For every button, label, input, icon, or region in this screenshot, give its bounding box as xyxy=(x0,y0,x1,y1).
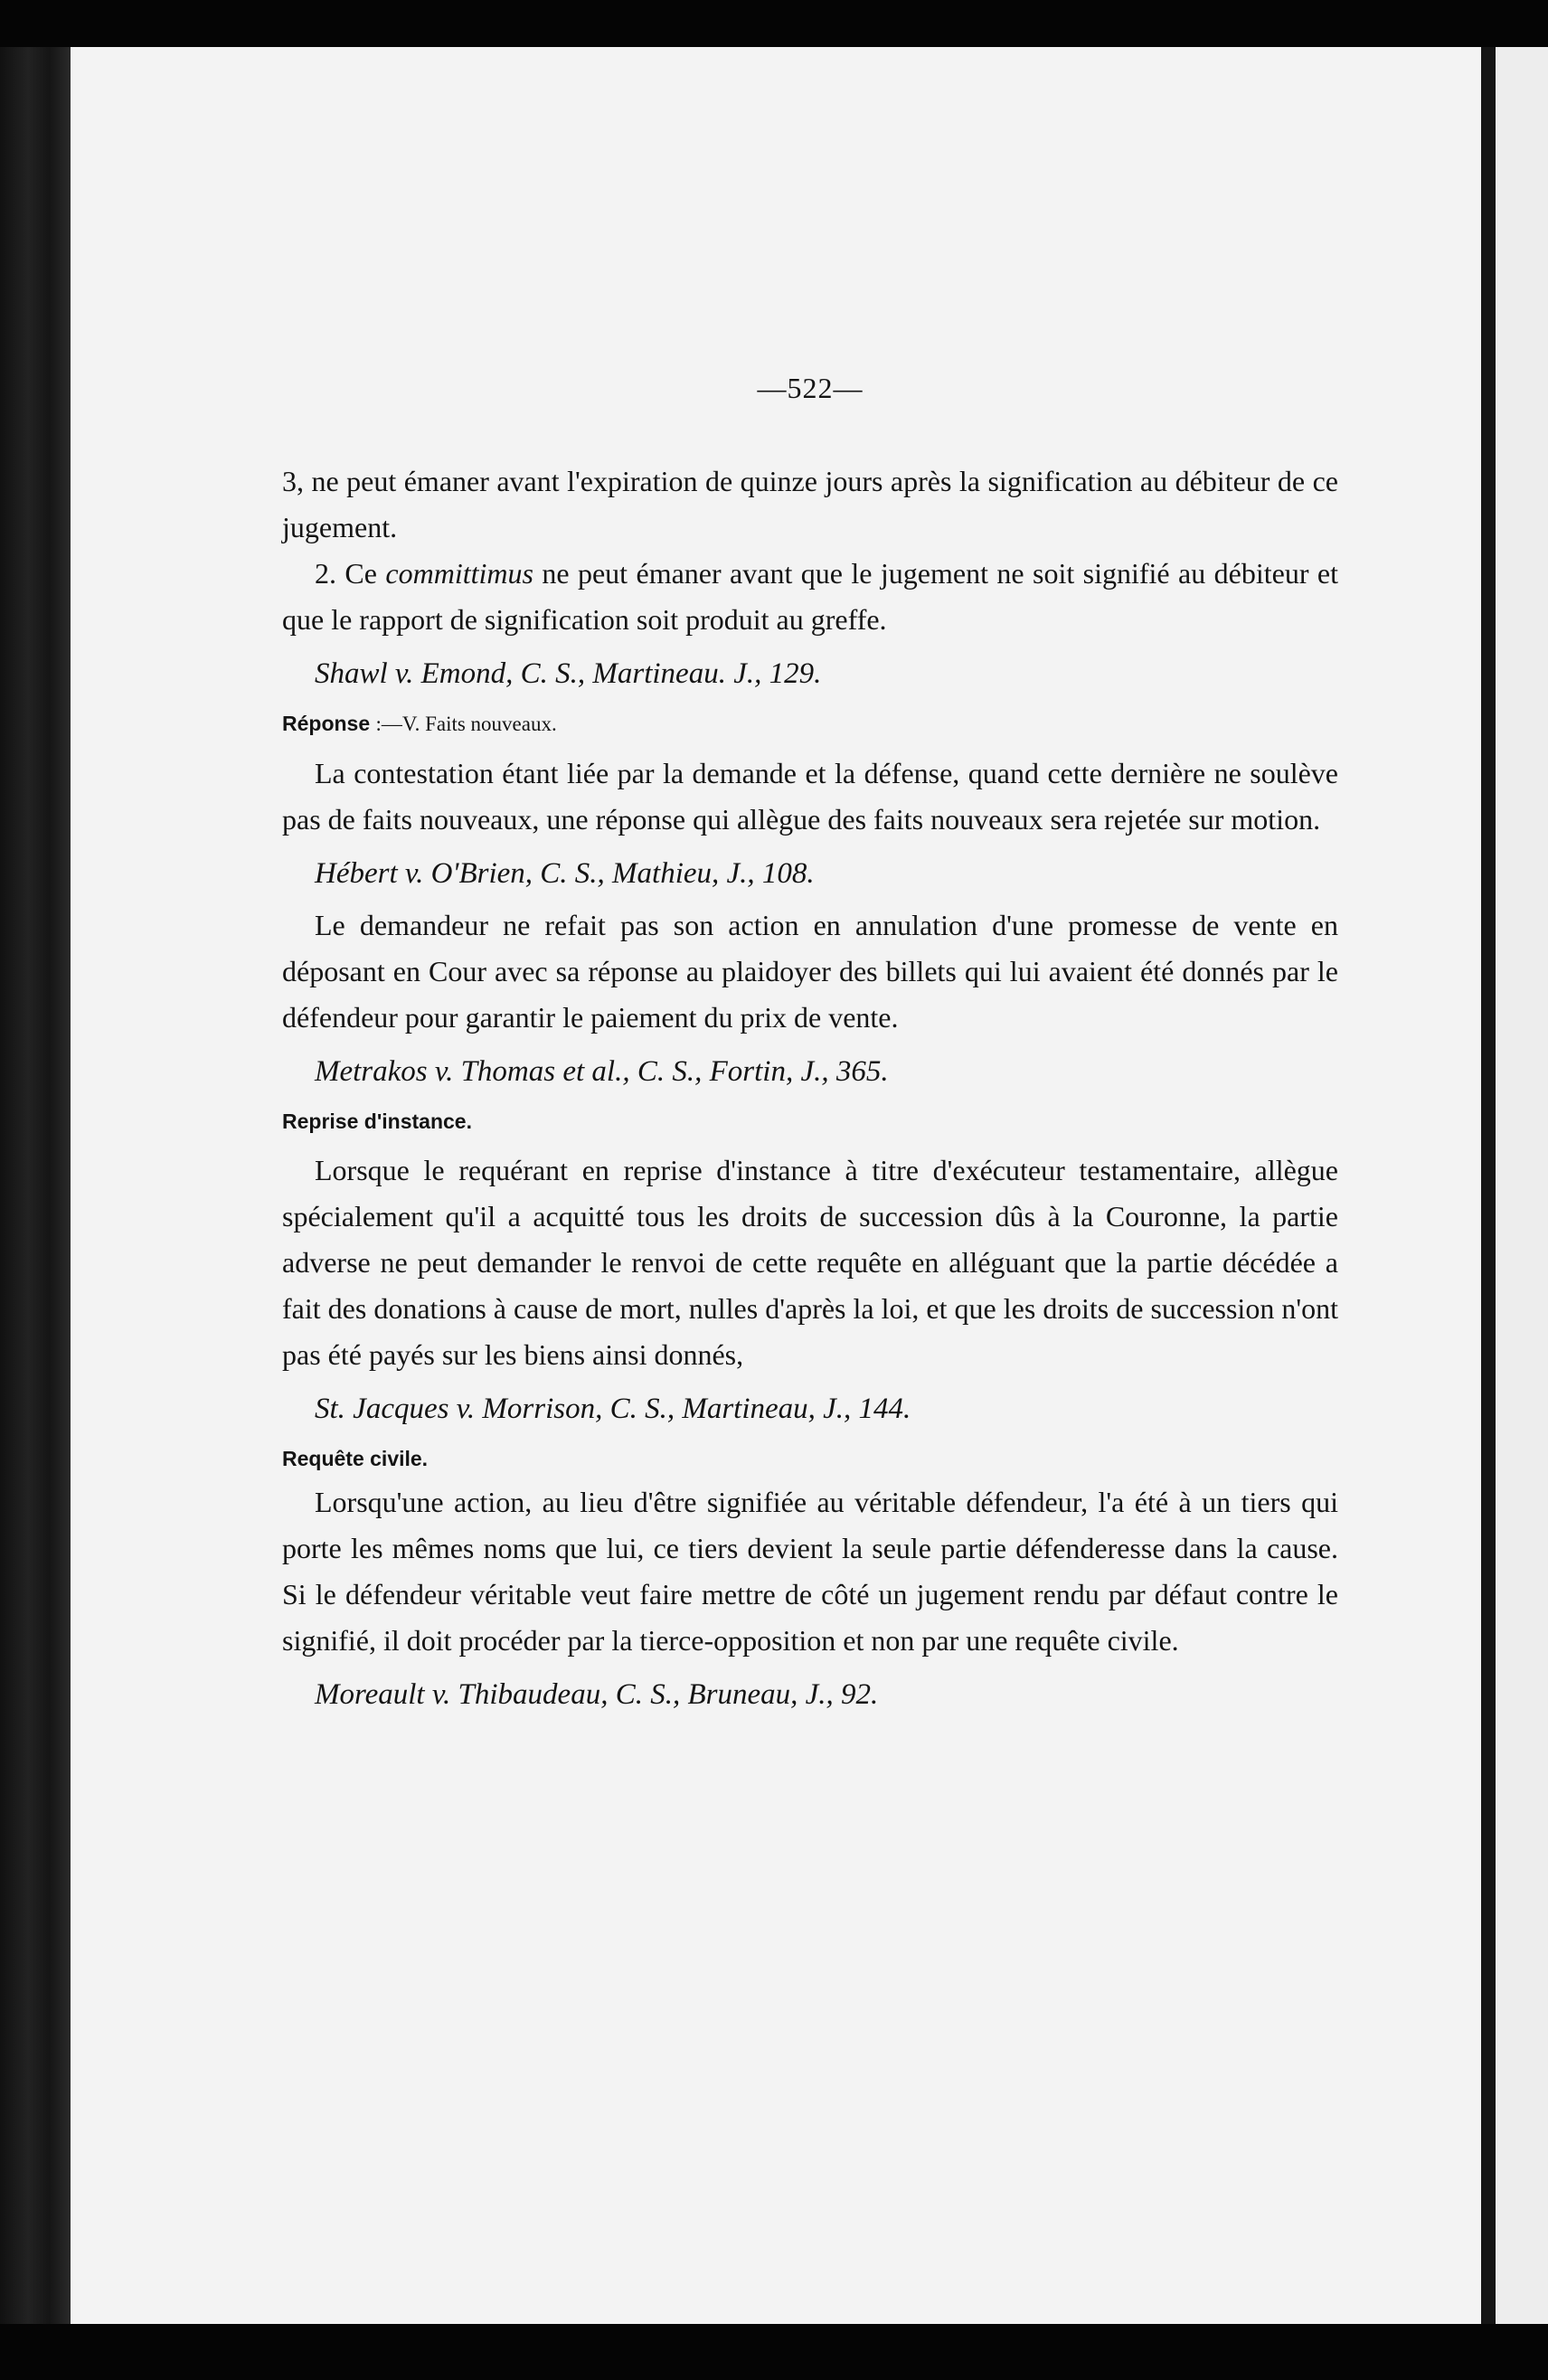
paragraph-2 xyxy=(282,551,1338,643)
paragraph-1: 3, ne peut émaner avant l'expiration de quinze jours après la signification au débiteur de ce jugement. xyxy=(282,465,1338,543)
page-number: —522— xyxy=(757,372,864,404)
citation-4: St. Jacques v. Morrison, C. S., Martineau, J., 144. xyxy=(315,1393,911,1425)
paragraph-2-pre: Ce xyxy=(345,557,377,590)
citation-3: Metrakos v. Thomas et al., C. S., Fortin, J., 365. xyxy=(315,1055,889,1088)
paragraph-4: Le demandeur ne refait pas son action en annulation d'une promesse de vente en déposant en Cour avec sa réponse au plaidoyer des billets qui lui avaient été donnés par le défendeur pour garantir le paiement du prix de vente. xyxy=(282,909,1338,1034)
section-heading-reponse-suffix: :—V. Faits nouveaux. xyxy=(375,713,557,735)
citation-2: Hébert v. O'Brien, C. S., Mathieu, J., 108. xyxy=(315,857,815,890)
paragraph-3: La contestation étant liée par la demande et la défense, quand cette dernière ne soulève pas de faits nouveaux, une réponse qui allègue des faits nouveaux sera rejetée sur motion. xyxy=(282,757,1338,836)
scan-top-border xyxy=(0,0,1548,47)
text-block xyxy=(282,458,1338,1724)
section-heading-requete: Requête civile. xyxy=(282,1447,429,1470)
section-heading-reponse xyxy=(282,703,1338,745)
book-binding xyxy=(0,47,71,2324)
section-heading-reponse-title: Réponse xyxy=(282,712,371,735)
section-heading-reprise: Reprise d'instance. xyxy=(282,1110,472,1133)
citation-5: Moreault v. Thibaudeau, C. S., Bruneau, J., 92. xyxy=(315,1678,879,1711)
paragraph-2-number: 2. xyxy=(315,557,336,590)
paragraph-2-post: ne peut émaner avant que le jugement ne soit signifié au débiteur et que le rapport de signification soit produit au greffe. xyxy=(282,557,1339,636)
paragraph-2-term: committimus xyxy=(385,557,533,590)
paragraph-6: Lorsqu'une action, au lieu d'être signifiée au véritable défendeur, l'a été à un tiers qui porte les mêmes noms que lui, ce tiers devient la seule partie défenderesse dans la cause. Si le défendeur véritable veut faire mettre de côté un jugement rendu par défaut contre le signifié, il doit procéder par la tierce-opposition et non par une requête civile. xyxy=(282,1486,1338,1657)
page-gutter xyxy=(1481,47,1496,2324)
book-page xyxy=(71,47,1481,2324)
adjacent-page-edge xyxy=(1496,47,1548,2324)
citation-1: Shawl v. Emond, C. S., Martineau. J., 129. xyxy=(315,657,822,690)
scan-bottom-border xyxy=(0,2324,1548,2380)
paragraph-5: Lorsque le requérant en reprise d'instance à titre d'exécuteur testamentaire, allègue spécialement qu'il a acquitté tous les droits de succession dûs à la Couronne, la partie adverse ne peut demander le renvoi de cette requête en alléguant que la partie décédée a fait des donations à cause de mort, nulles d'après la loi, et que les droits de succession n'ont pas été payés sur les biens ainsi donnés, xyxy=(282,1154,1338,1371)
